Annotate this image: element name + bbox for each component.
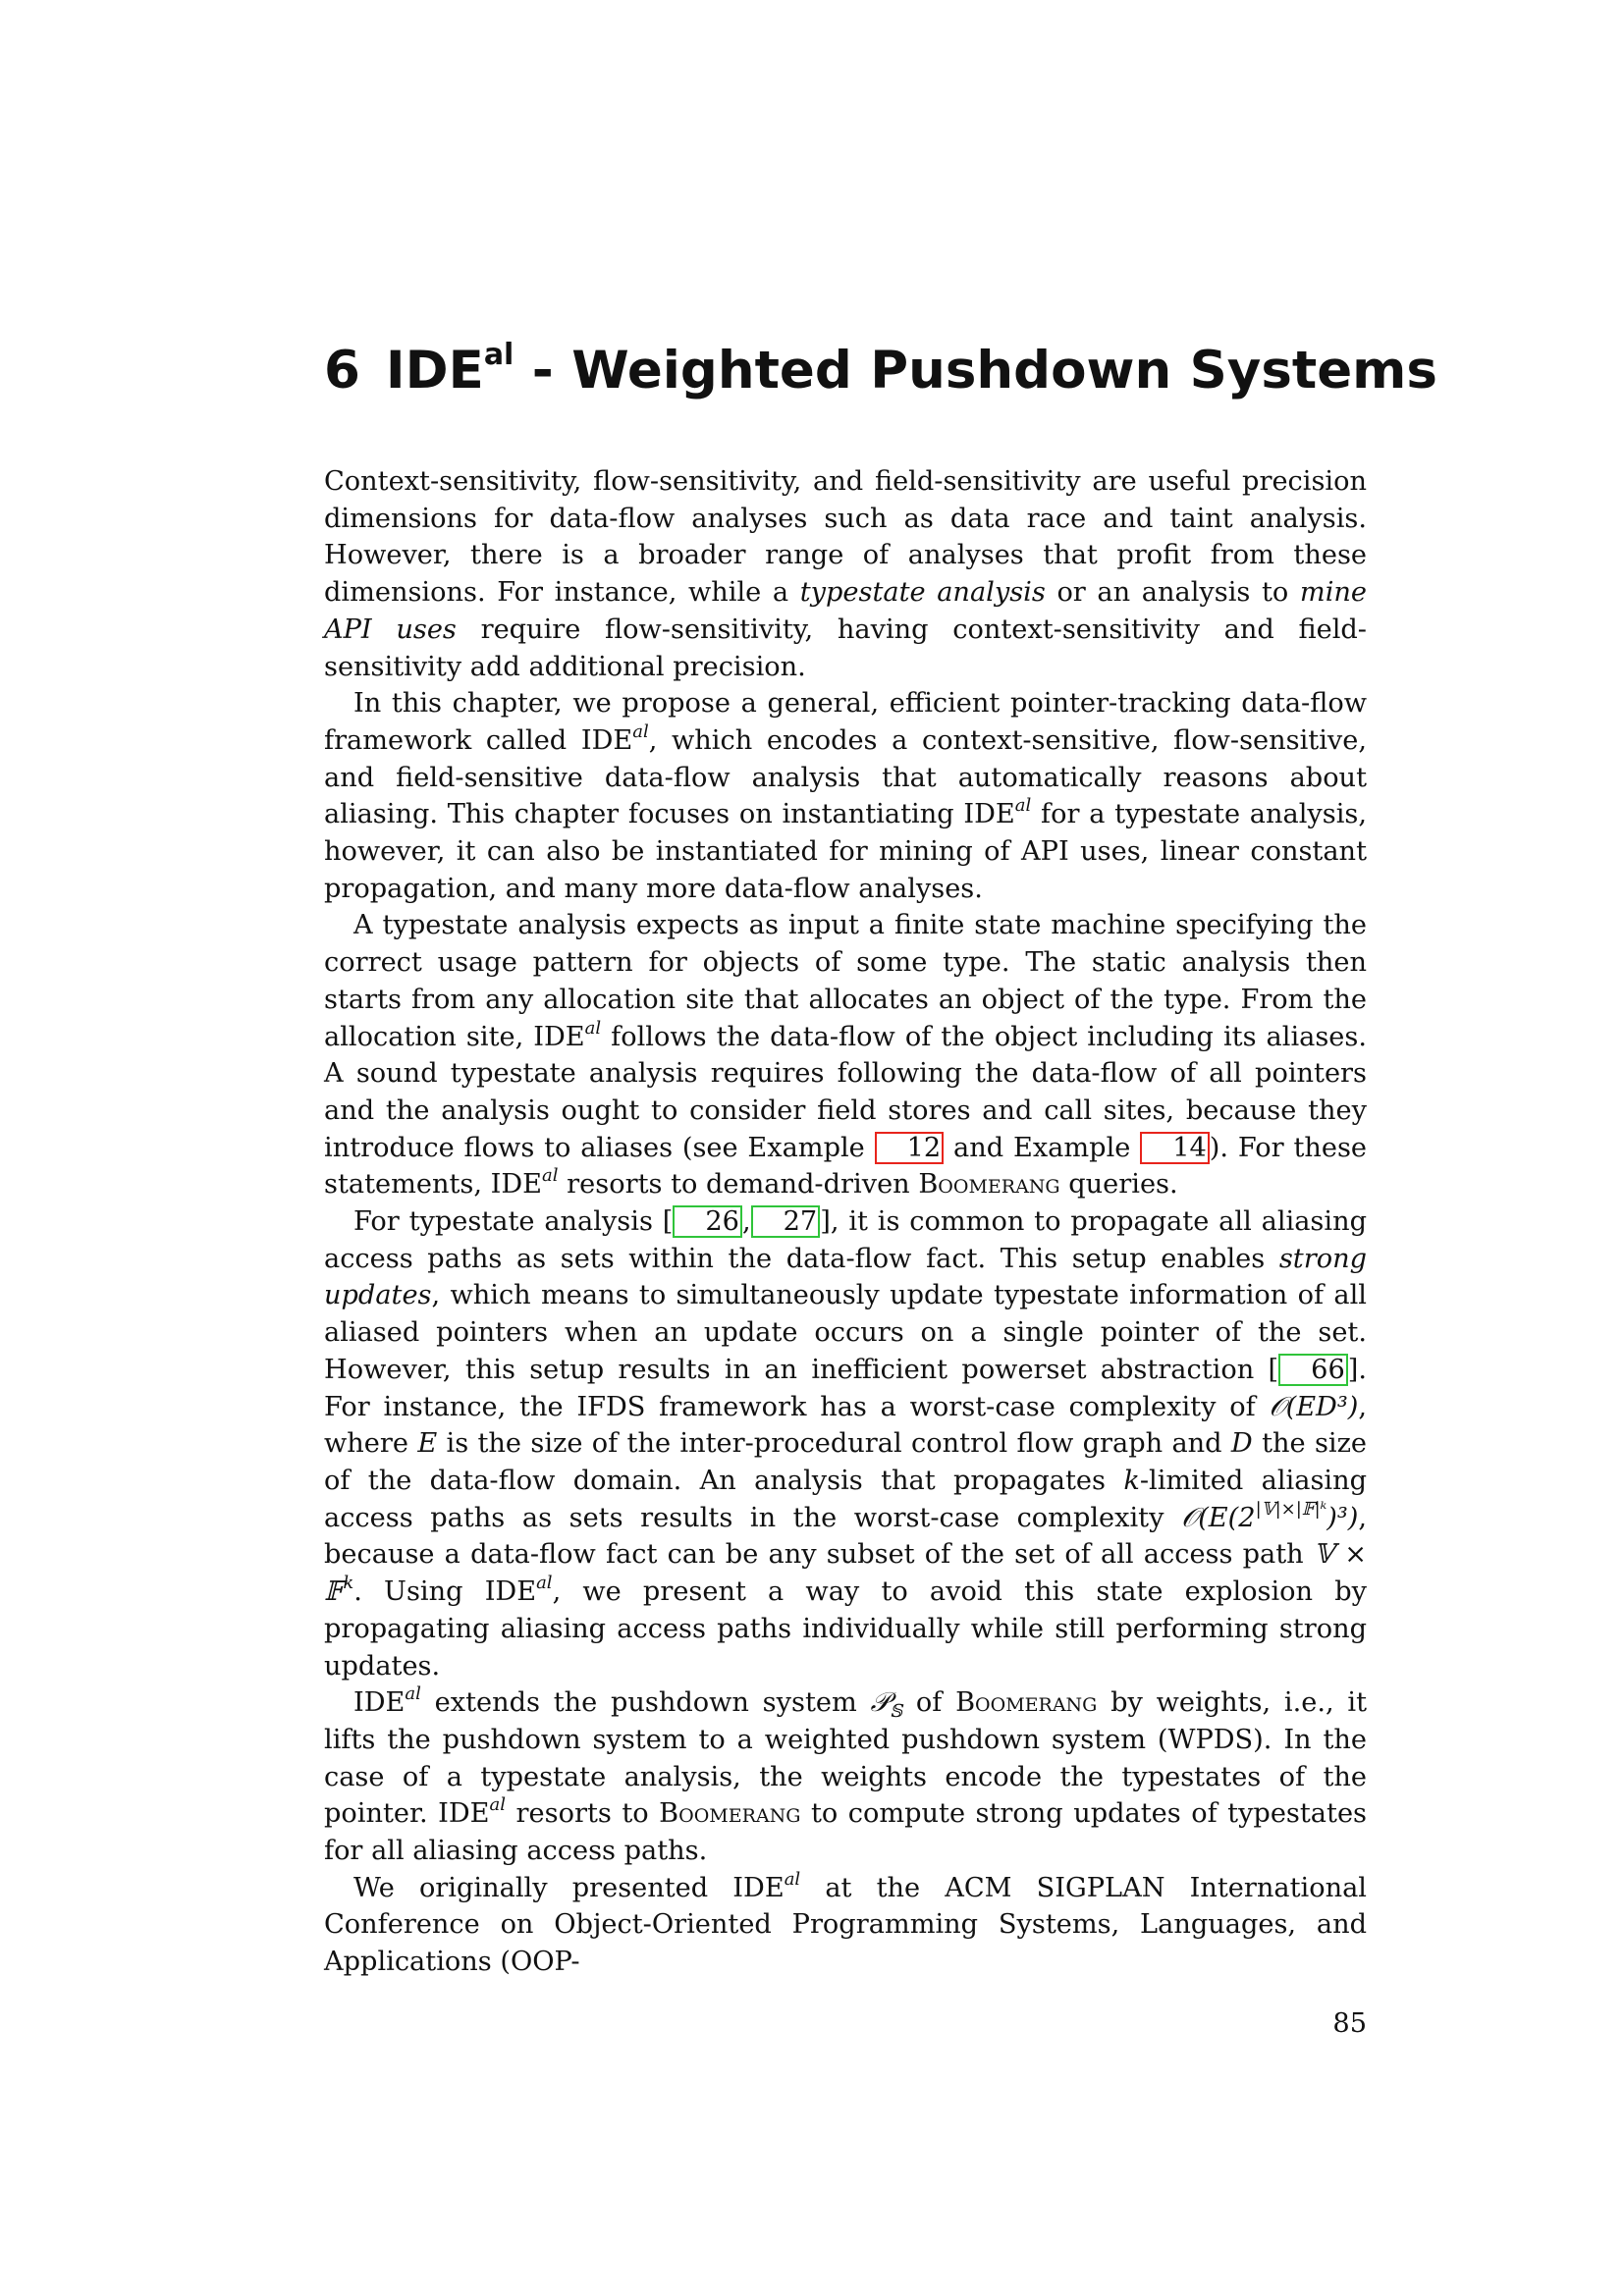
text-run: We originally presented IDE: [353, 1872, 785, 1903]
superscript: al: [784, 1868, 801, 1890]
chapter-title-superscript: al: [483, 338, 514, 372]
citation-66[interactable]: 66: [1278, 1354, 1348, 1386]
text-run: resorts to demand-driven: [558, 1169, 919, 1201]
math-part: 𝕍 × 𝔽: [324, 1539, 1367, 1608]
small-caps-boomerang: Boomerang: [955, 1687, 1098, 1719]
text-run: ,: [741, 1206, 751, 1238]
text-run: queries.: [1059, 1169, 1178, 1201]
text-run: require flow-sensitivity, having context-sensitivity and field-sensitivity add additional precision.: [324, 614, 1367, 682]
math-exponent: |𝕍|×|𝔽|ᵏ: [1255, 1498, 1327, 1520]
superscript: al: [536, 1573, 553, 1594]
text-run: follows the data-flow of the object including its aliases. A sound typestate analysis requires following the data-flow of all pointers and the analysis ought to consider field stores and call sites, because they introduce flows to aliases (see Example: [324, 1021, 1367, 1163]
text-run: , we present a way to avoid this state explosion by propagating aliasing access paths individually while still performing strong updates.: [324, 1576, 1367, 1682]
text-run: In this chapter, we propose a general, efficient pointer-tracking data-flow framework called IDE: [324, 688, 1367, 756]
math-k: k: [1123, 1465, 1140, 1496]
text-run: , which means to simultaneously update typestate information of all aliased pointers when an update occurs on a single pointer of the set. However, this setup results in an inefficient powerset abstraction [: [324, 1280, 1367, 1385]
text-run: -limited aliasing access paths as sets results in the worst-case complexity: [324, 1465, 1368, 1533]
math-e: E: [417, 1428, 438, 1460]
text-run: IDE: [353, 1687, 406, 1719]
text-run: to compute strong updates of typestates for all aliasing access paths.: [324, 1798, 1367, 1867]
body-text: [324, 463, 1367, 1981]
text-run: and Example: [944, 1132, 1141, 1163]
text-run: at the ACM SIGPLAN International Conference on Object-Oriented Programming Systems, Languages, and Applications (OOP-: [324, 1872, 1367, 1978]
text-run: ], it is common to propagate all aliasing access paths as sets within the data-flow fact. This setup enables: [324, 1206, 1367, 1274]
paragraph-4: [324, 1203, 1367, 1684]
math-subscript: 𝕊: [890, 1701, 903, 1723]
text-run: A typestate analysis expects as input a finite state machine specifying the correct usage pattern for objects of some type. The static analysis then starts from any allocation site that allocates an object of the type. From the allocation site, IDE: [324, 910, 1367, 1052]
text-run: resorts to: [506, 1798, 660, 1830]
chapter-title: [324, 337, 1437, 405]
small-caps-boomerang: Boomerang: [918, 1169, 1060, 1201]
math-complexity-powerset: [1181, 1498, 1359, 1533]
chapter-title-rest: - Weighted Pushdown Systems: [531, 341, 1437, 400]
superscript: al: [1014, 795, 1032, 817]
paragraph-5: [324, 1684, 1367, 1870]
superscript: al: [584, 1017, 602, 1039]
text-run: , because a data-flow fact can be any subset of the set of all access path: [324, 1502, 1367, 1571]
text-run: , where: [324, 1391, 1367, 1460]
math-pushdown-system: [870, 1687, 903, 1723]
text-run: for a typestate analysis, however, it can also be instantiated for mining of API uses, linear constant propagation, and many more data-flow analyses.: [324, 799, 1368, 904]
text-run: the size of the data-flow domain. An analysis that propagates: [324, 1428, 1368, 1496]
citation-27[interactable]: 27: [751, 1205, 821, 1238]
math-complexity-ifds: 𝒪(ED³): [1269, 1391, 1359, 1422]
text-run: by weights, i.e., it lifts the pushdown system to a weighted pushdown system (WPDS). In the case of a typestate analysis, the weights encode the typestates of the pointer. IDE: [324, 1687, 1367, 1830]
small-caps-boomerang: Boomerang: [659, 1798, 801, 1830]
chapter-title-base: IDE: [385, 341, 484, 400]
text-run: For typestate analysis [: [353, 1206, 674, 1238]
math-part: )³): [1326, 1502, 1359, 1533]
emphasis-typestate-analysis: typestate analysis: [799, 577, 1046, 609]
text-run: of: [902, 1687, 956, 1719]
paragraph-2: [324, 685, 1367, 907]
text-run: or an analysis to: [1045, 577, 1300, 609]
paragraph-6: [324, 1870, 1367, 1981]
math-d: D: [1230, 1428, 1253, 1460]
text-run: . Using IDE: [353, 1576, 537, 1608]
superscript: al: [632, 721, 649, 742]
cross-ref-example-12[interactable]: 12: [875, 1132, 945, 1164]
text-run: ]. For instance, the IFDS framework has a worst-case complexity of: [324, 1354, 1367, 1422]
text-run: Context-sensitivity, flow-sensitivity, and field-sensitivity are useful precision dimensions for data-flow analyses such as data race and taint analysis. However, there is a broader range of analyses that profit from these dimensions. For instance, while a: [324, 466, 1367, 609]
math-part: 𝒫: [870, 1687, 891, 1719]
math-part: 𝒪(E(2: [1181, 1502, 1256, 1533]
paragraph-3: [324, 907, 1367, 1203]
paragraph-1: [324, 463, 1367, 685]
text-run: ). For these statements, IDE: [324, 1132, 1368, 1201]
superscript: al: [542, 1165, 559, 1187]
superscript: al: [405, 1683, 421, 1705]
chapter-number: 6: [324, 341, 360, 400]
page-number: 85: [1332, 2008, 1367, 2039]
citation-26[interactable]: 26: [673, 1205, 742, 1238]
emphasis-strong-updates: strong updates: [324, 1243, 1367, 1311]
cross-ref-example-14[interactable]: 14: [1140, 1132, 1210, 1164]
text-run: , which encodes a context-sensitive, flow-sensitive, and field-sensitive data-flow analysis that automatically reasons about aliasing. This chapter focuses on instantiating IDE: [324, 724, 1367, 830]
math-exponent: k: [343, 1573, 354, 1594]
emphasis-mine-api-uses: mine API uses: [324, 577, 1367, 645]
text-run: extends the pushdown system: [420, 1687, 871, 1719]
text-run: is the size of the inter-procedural control flow graph and: [437, 1428, 1231, 1460]
superscript: al: [489, 1794, 507, 1816]
